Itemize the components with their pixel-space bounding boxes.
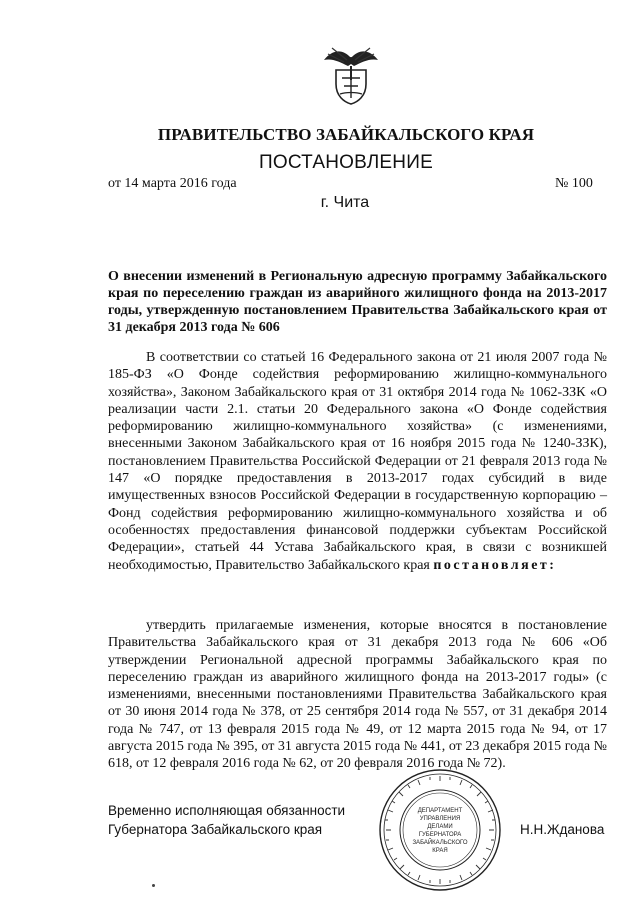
operative-paragraph: утвердить прилагаемые изменения, которые вносятся в постановление Правительства Забайкальского края от 31 декабря 2013 года № 606 «Об утверждении Региональной адресной программы Забайкальского края по переселению граждан из аварийного жилищного фонда на 2013-2017 годы» (с изменениями, внесенными постановлениями Правительства Забайкальского края от 30 июня 2014 года № 378, от 25 сентября 2014 года № 557, от 31 декабря 2014 года № 747, от 13 февраля 2015 года № 49, от 12 марта 2015 года № 94, от 17 августа 2015 года № 395, от 31 августа 2015 года № 441, от 23 декабря 2015 года № 618, от 12 февраля 2016 года № 62, от 20 февраля 2016 года № 72). [108, 618, 607, 772]
document-title: О внесении изменений в Региональную адресную программу Забайкальского края по переселению граждан из аварийного жилищного фонда на 2013-2017 годы, утвержденную постановлением Правительства Забайкальского края от 31 декабря 2013 года № 606 [108, 269, 607, 335]
stamp-line-2: УПРАВЛЕНИЯ [419, 816, 461, 822]
document-city: г. Чита [320, 194, 370, 211]
signatory-position-line1: Временно исполняющая обязанности [108, 803, 346, 818]
signatory-position-line2: Губернатора Забайкальского края [108, 822, 323, 837]
stamp-line-4: ГУБЕРНАТОРА [418, 832, 462, 838]
stamp-line-6: КРАЯ [432, 848, 448, 854]
decree-word: постановляет: [433, 557, 557, 573]
stamp-line-1: ДЕПАРТАМЕНТ [417, 808, 463, 814]
preamble-paragraph [108, 349, 607, 574]
preamble-text: В соответствии со статьей 16 Федерального закона от 21 июля 2007 года № 185-ФЗ «О Фонде содействия реформированию жилищно-коммунального хозяйства», Законом Забайкальского края от 31 октября 2014 года № 1062-ЗЗК «О реализации части 2.1. статьи 20 Федерального закона «О Фонде содействия реформированию жилищно-коммунального хозяйства» (с изменениями, внесенными Законом Забайкальского края от 16 ноября 2015 года № 1240-ЗЗК), постановлением Правительства Российской Федерации от 21 февраля 2013 года № 147 «О порядке предоставления в 2013-2017 годах субсидий в виде имущественных взносов Российской Федерации в государственную корпорацию – Фонд содействия реформированию жилищно-коммунального хозяйства и об особенностях предоставления финансовой поддержки субъектам Российской Федерации», статьей 44 Устава Забайкальского края, в связи с возникшей необходимостью, Правительство Забайкальского края [108, 350, 607, 573]
stamp-line-5: ЗАБАЙКАЛЬСКОГО [412, 840, 468, 846]
coat-of-arms-emblem [322, 40, 380, 108]
document-number: № 100 [555, 176, 593, 191]
signatory-name: Н.Н.Жданова [520, 822, 605, 837]
document-type: ПОСТАНОВЛЕНИЕ [259, 152, 433, 173]
official-seal-stamp [378, 768, 502, 892]
stamp-line-3: ДЕЛАМИ [427, 824, 453, 830]
document-date: от 14 марта 2016 года [108, 176, 237, 191]
margin-dot [152, 884, 155, 887]
government-name: ПРАВИТЕЛЬСТВО ЗАБАЙКАЛЬСКОГО КРАЯ [157, 125, 535, 144]
